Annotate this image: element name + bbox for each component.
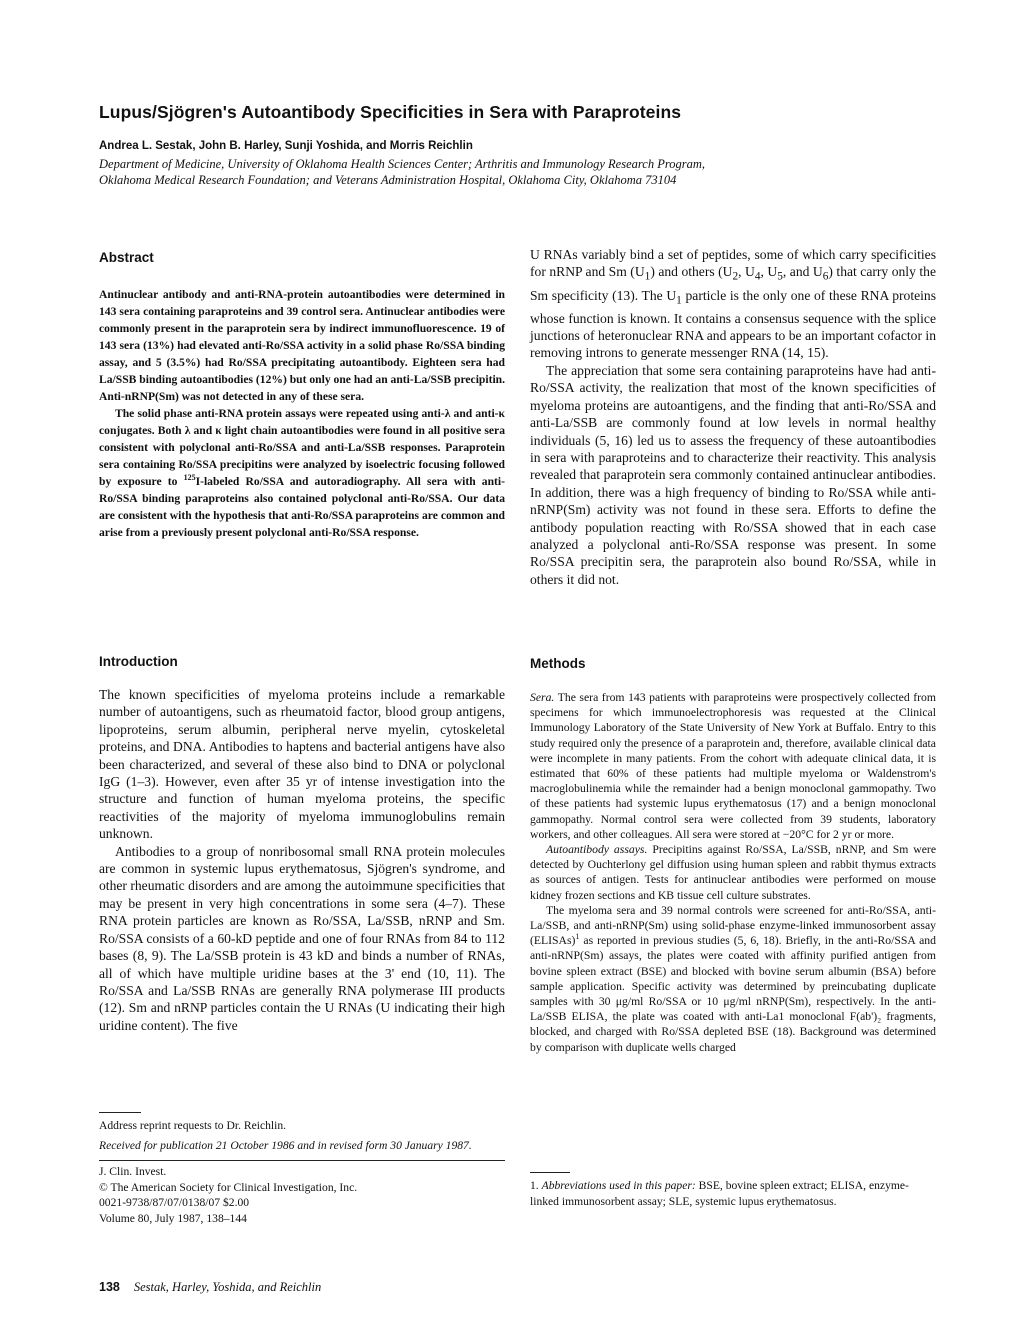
methods-elisa-paragraph <box>530 903 936 1055</box>
intro-p3-text-e: , and U <box>782 264 823 280</box>
received-note: Received for publication 21 October 1986 and in revised form 30 January 1987. <box>99 1138 472 1152</box>
journal-info <box>99 1164 505 1226</box>
intro-continued <box>530 246 936 588</box>
intro-p3-text-d: , U <box>760 264 778 280</box>
copyright-line: © The American Society for Clinical Investigation, Inc. <box>99 1180 358 1194</box>
isotope-superscript: 125 <box>183 473 196 483</box>
elisa-text-a: The myeloma sera and 39 normal controls were screened for anti-Ro/SSA, anti-La/SSB, and anti-nRNP(Sm) using solid-phase enzyme-linked immunosorbent assay (ELISAs) <box>530 903 936 948</box>
left-footnotes <box>99 1118 505 1153</box>
assay-text: Precipitins against Ro/SSA, La/SSB, nRNP, and Sm were detected by Ouchterlony gel diffusion using human spleen and rabbit thymus extracts as sources of antigen. Tests for antinuclear antibodies were performed on mouse kidney frozen sections and KB tissue cell culture substrates. <box>530 843 937 902</box>
issn-line: 0021-9738/87/07/0138/07 $2.00 <box>99 1196 250 1209</box>
intro-paragraph-3 <box>530 246 936 362</box>
author-list: Andrea L. Sestak, John B. Harley, Sunji Yoshida, and Morris Reichlin <box>99 140 473 152</box>
abstract-heading: Abstract <box>99 250 154 265</box>
introduction-section <box>99 686 505 1034</box>
methods-assay-paragraph <box>530 842 936 903</box>
subscript-u5: 5 <box>777 271 783 284</box>
abbreviations-note <box>530 1178 936 1209</box>
introduction-heading: Introduction <box>99 654 178 669</box>
abbrev-head: Abbreviations used in this paper: <box>541 1179 696 1192</box>
journal-name: J. Clin. Invest. <box>99 1165 167 1178</box>
subscript-u1: 1 <box>644 271 651 284</box>
reprint-note: Address reprint requests to Dr. Reichlin. <box>99 1119 287 1132</box>
abstract-section <box>99 286 505 541</box>
subscript-u4: 4 <box>754 271 761 284</box>
methods-heading: Methods <box>530 656 586 671</box>
affiliation <box>99 156 959 188</box>
elisa-text-b: as reported in previous studies (5, 6, 18). Briefly, in the anti-Ro/SSA and anti-nRNP(Sm) assays, the plates were coated with affinity purified antigen from bovine spleen extract (BSE) and blocked with bovine serum albumin (BSA) before sample application. Specific activity was determined by preincubating duplicate samples with 30 μg/ml Ro/SSA or 10 μg/ml nRNP(Sm), respectively. In the anti-La/SSB ELISA, the plate was coated with anti-La1 monoclonal F(ab')₂ fragments, blocked, and charged with Ro/SSA depleted BSE (18). Background was determined by comparison with duplicate wells charged <box>530 934 936 1054</box>
assay-run-head: Autoantibody assays. <box>546 843 648 857</box>
affiliation-line-1: Department of Medicine, University of Oklahoma Health Sciences Center; Arthritis and Immunology Research Program, <box>99 157 706 171</box>
subscript-u1-b: 1 <box>676 294 682 307</box>
footnote-rule-right <box>530 1172 570 1173</box>
intro-paragraph-1: The known specificities of myeloma proteins include a remarkable number of autoantigens, such as rheumatoid factor, blood group antigens, lipoproteins, serum albumin, peripheral nerve myelin, cytoskeletal proteins, and DNA. Antibodies to haptens and bacterial antigens have also been characterized, and several of these also bind to DNA or polyclonal IgG (1–3). However, even after 35 yr of intense investigation into the structure and function of human myeloma proteins, the specific reactivities of the majority of myeloma immunoglobulins remain unknown. <box>99 687 505 842</box>
intro-p3-text-b: ) and others (U <box>650 264 733 280</box>
methods-section <box>530 690 936 1055</box>
intro-paragraph-2: Antibodies to a group of nonribosomal small RNA protein molecules are common in systemic lupus erythematosus, Sjögren's syndrome, and other rheumatic disorders and are among the autoimmune specificities that may be present in very high concentrations in some sera (4–7). These RNA protein particles are known as Ro/SSA, La/SSB, nRNP and Sm. Ro/SSA consists of a 60-kD peptide and one of four RNAs from 84 to 112 bases (8, 9). The La/SSB protein is 43 kD and binds a number of RNAs, all of which have multiple uridine bases at the 3' end (10, 11). The Ro/SSA and La/SSB RNAs are generally RNA polymerase III products (12). Sm and nRNP particles contain the U RNAs (U indicating their high uridine content). The five <box>99 843 505 1033</box>
sera-text: The sera from 143 patients with paraproteins were prospectively collected from specimens for which immunoelectrophoresis was requested at the Clinical Immunology Laboratory of the State University of New York at Buffalo. Entry to this study required only the presence of a paraprotein and, therefore, available clinical data were incomplete in many patients. From the cohort with adequate clinical data, it is estimated that 60% of these patients had multiple myeloma or Waldenstrom's macroglobulinemia while the remainder had a benign monoclonal gammopathy. Two of these patients had systemic lupus erythematosus (17) and a benign monoclonal gammopathy. Normal control sera were collected from 39 students, laboratory workers, and other colleagues. All sera were stored at −20°C for 2 yr or more. <box>530 691 936 841</box>
methods-sera-paragraph <box>530 690 936 842</box>
journal-rule <box>99 1160 505 1161</box>
abbreviations-footnote <box>530 1178 936 1209</box>
abstract-p2-text-b: I-labeled Ro/SSA and autoradiography. All sera with anti-Ro/SSA binding paraproteins also contained polyclonal anti-Ro/SSA. Our data are consistent with the hypothesis that anti-Ro/SSA paraproteins are common and arise from a previously present polyclonal anti-Ro/SSA response. <box>99 475 505 539</box>
intro-p3-text-a: U RNAs variably bind a set of peptides, some of which carry specificities for nRNP and Sm (U <box>530 247 936 280</box>
intro-paragraph-4: The appreciation that some sera containing paraproteins have had anti-Ro/SSA activity, the realization that most of the known specificities of myeloma proteins are autoantigens, and the finding that anti-Ro/SSA and anti-La/SSB are commonly found at low levels in normal healthy individuals (5, 16) led us to assess the frequency of these autoantibodies in sera with paraproteins and to characterize their reactivity. This analysis revealed that paraprotein sera commonly contained antinuclear antibodies. In addition, there was a high frequency of binding to Ro/SSA while anti-nRNP(Sm) activity was not found in these sera. Efforts to define the antibody population reacting with Ro/SSA showed that in each case analyzed a polyclonal anti-Ro/SSA response was present. In some Ro/SSA precipitin sera, the paraprotein also bound Ro/SSA, while in others it did not. <box>530 362 936 587</box>
footnote-rule-left <box>99 1112 141 1113</box>
running-authors: Sestak, Harley, Yoshida, and Reichlin <box>133 1280 322 1294</box>
abbrev-number: 1. <box>530 1179 539 1192</box>
abstract-paragraph-2 <box>99 405 505 541</box>
sera-run-head: Sera. <box>530 691 555 704</box>
volume-line: Volume 80, July 1987, 138–144 <box>99 1211 247 1225</box>
affiliation-line-2: Oklahoma Medical Research Foundation; and Veterans Administration Hospital, Oklahoma City, Oklahoma 73104 <box>99 173 677 187</box>
page-footer <box>99 1280 321 1295</box>
abbrev-text: BSE, bovine spleen extract; ELISA, enzyme-linked immunosorbent assay; SLE, systemic lupus erythematosus. <box>530 1179 909 1208</box>
intro-p3-text-f: ) that carry only the Sm specificity (13). The U <box>530 264 936 303</box>
intro-p3-text-c: , U <box>738 264 755 280</box>
intro-p3-text-g: particle is the only one of these RNA proteins whose function is known. It contains a consensus sequence with the splice junctions of heteronuclear RNA and appears to be an important cofactor in removing introns to generate messenger RNA (14, 15). <box>530 287 936 361</box>
subscript-u2: 2 <box>732 271 739 284</box>
abstract-paragraph-1: Antinuclear antibody and anti-RNA-protein autoantibodies were determined in 143 sera containing paraproteins and 39 control sera. Antinuclear antibodies were commonly present in the paraprotein sera by indirect immunofluorescence. 19 of 143 sera (13%) had elevated anti-Ro/SSA activity in a solid phase Ro/SSA binding assay, and 5 (3.5%) had Ro/SSA precipitating autoantibody. Eighteen sera had La/SSB binding autoantibodies (12%) but only one had an anti-La/SSB precipitin. Anti-nRNP(Sm) was not detected in any of these sera. <box>99 288 506 403</box>
footnote-ref-1: 1 <box>575 932 580 942</box>
page-number: 138 <box>99 1280 120 1294</box>
article-title: Lupus/Sjögren's Autoantibody Specificities in Sera with Paraproteins <box>99 102 682 122</box>
abstract-p2-text-a: The solid phase anti-RNA protein assays were repeated using anti-λ and anti-κ conjugates. Both λ and κ light chain autoantibodies were found in all positive sera consistent with polyclonal anti-Ro/SSA and anti-La/SSB responses. Paraprotein sera containing Ro/SSA precipitins were analyzed by isoelectric focusing followed by exposure to <box>99 407 505 488</box>
subscript-u6: 6 <box>822 271 829 284</box>
